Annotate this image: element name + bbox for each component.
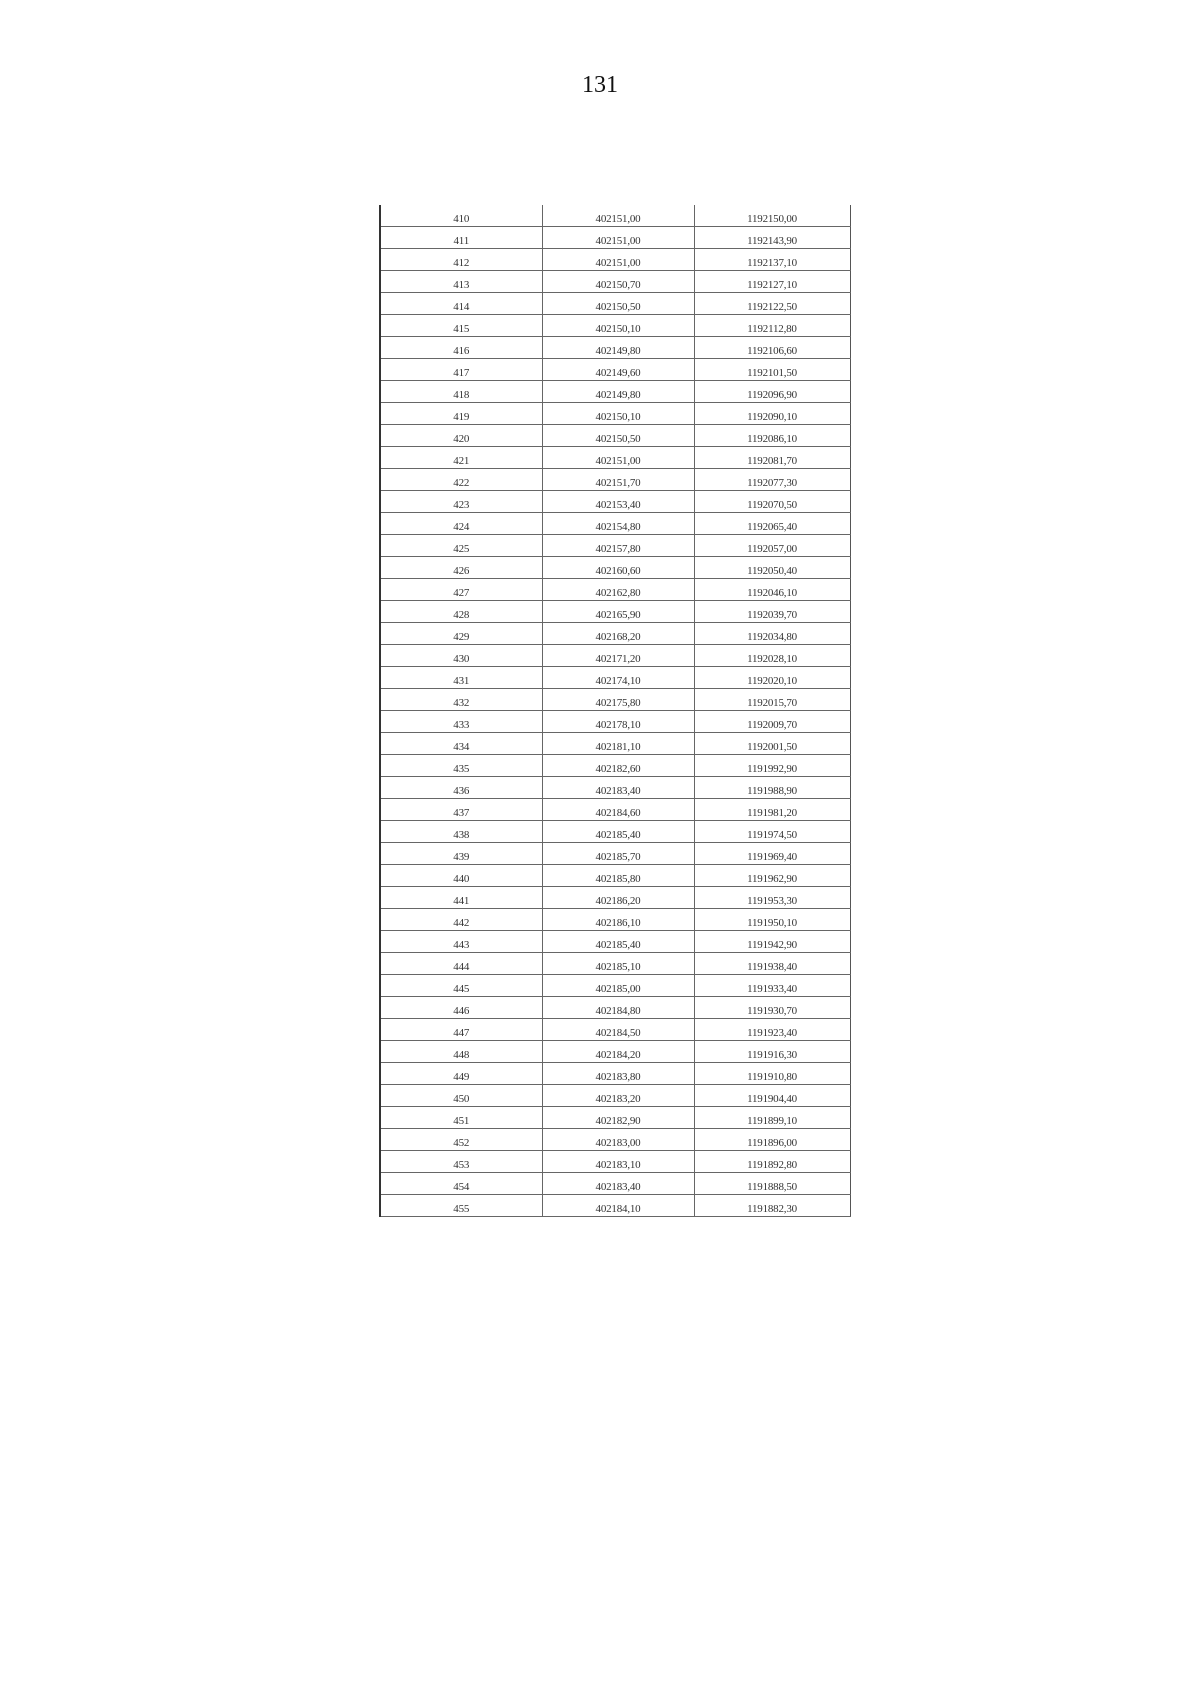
point-number-cell: 412 (380, 249, 542, 271)
table-row (380, 997, 850, 1019)
x-coordinate-cell: 402175,80 (542, 689, 694, 711)
table-row (380, 557, 850, 579)
point-number-cell: 450 (380, 1085, 542, 1107)
y-coordinate-cell: 1192065,40 (694, 513, 850, 535)
point-number-cell: 437 (380, 799, 542, 821)
point-number-cell: 445 (380, 975, 542, 997)
point-number-cell: 436 (380, 777, 542, 799)
point-number-cell: 449 (380, 1063, 542, 1085)
point-number-cell: 455 (380, 1195, 542, 1217)
point-number-cell: 430 (380, 645, 542, 667)
y-coordinate-cell: 1191896,00 (694, 1129, 850, 1151)
x-coordinate-cell: 402183,10 (542, 1151, 694, 1173)
table-row (380, 205, 850, 227)
table-row (380, 1195, 850, 1217)
point-number-cell: 417 (380, 359, 542, 381)
x-coordinate-cell: 402149,60 (542, 359, 694, 381)
point-number-cell: 453 (380, 1151, 542, 1173)
x-coordinate-cell: 402165,90 (542, 601, 694, 623)
x-coordinate-cell: 402184,10 (542, 1195, 694, 1217)
table-row (380, 1041, 850, 1063)
table-row (380, 403, 850, 425)
point-number-cell: 454 (380, 1173, 542, 1195)
y-coordinate-cell: 1192015,70 (694, 689, 850, 711)
point-number-cell: 414 (380, 293, 542, 315)
table-row (380, 513, 850, 535)
table-row (380, 887, 850, 909)
x-coordinate-cell: 402183,00 (542, 1129, 694, 1151)
table-row (380, 689, 850, 711)
table-row (380, 469, 850, 491)
y-coordinate-cell: 1192096,90 (694, 381, 850, 403)
table-row (380, 667, 850, 689)
table-row (380, 381, 850, 403)
x-coordinate-cell: 402182,90 (542, 1107, 694, 1129)
point-number-cell: 413 (380, 271, 542, 293)
y-coordinate-cell: 1191899,10 (694, 1107, 850, 1129)
x-coordinate-cell: 402151,00 (542, 205, 694, 227)
x-coordinate-cell: 402149,80 (542, 337, 694, 359)
table-row (380, 601, 850, 623)
table-row (380, 337, 850, 359)
point-number-cell: 448 (380, 1041, 542, 1063)
x-coordinate-cell: 402185,10 (542, 953, 694, 975)
point-number-cell: 420 (380, 425, 542, 447)
y-coordinate-cell: 1191938,40 (694, 953, 850, 975)
x-coordinate-cell: 402185,80 (542, 865, 694, 887)
table-row (380, 821, 850, 843)
table-row (380, 1019, 850, 1041)
point-number-cell: 410 (380, 205, 542, 227)
x-coordinate-cell: 402150,50 (542, 425, 694, 447)
x-coordinate-cell: 402183,40 (542, 1173, 694, 1195)
y-coordinate-cell: 1191974,50 (694, 821, 850, 843)
point-number-cell: 440 (380, 865, 542, 887)
x-coordinate-cell: 402181,10 (542, 733, 694, 755)
table-row (380, 931, 850, 953)
y-coordinate-cell: 1192046,10 (694, 579, 850, 601)
x-coordinate-cell: 402150,10 (542, 315, 694, 337)
page-number: 131 (582, 72, 618, 98)
point-number-cell: 429 (380, 623, 542, 645)
point-number-cell: 431 (380, 667, 542, 689)
point-number-cell: 432 (380, 689, 542, 711)
point-number-cell: 443 (380, 931, 542, 953)
x-coordinate-cell: 402150,50 (542, 293, 694, 315)
point-number-cell: 428 (380, 601, 542, 623)
point-number-cell: 441 (380, 887, 542, 909)
point-number-cell: 442 (380, 909, 542, 931)
y-coordinate-cell: 1191933,40 (694, 975, 850, 997)
x-coordinate-cell: 402184,60 (542, 799, 694, 821)
y-coordinate-cell: 1191910,80 (694, 1063, 850, 1085)
x-coordinate-cell: 402171,20 (542, 645, 694, 667)
point-number-cell: 411 (380, 227, 542, 249)
x-coordinate-cell: 402183,40 (542, 777, 694, 799)
y-coordinate-cell: 1191888,50 (694, 1173, 850, 1195)
y-coordinate-cell: 1192101,50 (694, 359, 850, 381)
point-number-cell: 426 (380, 557, 542, 579)
x-coordinate-cell: 402185,40 (542, 821, 694, 843)
point-number-cell: 421 (380, 447, 542, 469)
table-row (380, 843, 850, 865)
x-coordinate-cell: 402186,20 (542, 887, 694, 909)
table-row (380, 799, 850, 821)
y-coordinate-cell: 1191969,40 (694, 843, 850, 865)
y-coordinate-cell: 1192070,50 (694, 491, 850, 513)
table-row (380, 733, 850, 755)
point-number-cell: 435 (380, 755, 542, 777)
table-row (380, 777, 850, 799)
table-row (380, 579, 850, 601)
coordinates-table (379, 205, 851, 1217)
point-number-cell: 433 (380, 711, 542, 733)
point-number-cell: 425 (380, 535, 542, 557)
y-coordinate-cell: 1191904,40 (694, 1085, 850, 1107)
y-coordinate-cell: 1191942,90 (694, 931, 850, 953)
table-row (380, 1151, 850, 1173)
table-row (380, 975, 850, 997)
point-number-cell: 423 (380, 491, 542, 513)
y-coordinate-cell: 1192009,70 (694, 711, 850, 733)
y-coordinate-cell: 1192050,40 (694, 557, 850, 579)
x-coordinate-cell: 402186,10 (542, 909, 694, 931)
y-coordinate-cell: 1192057,00 (694, 535, 850, 557)
x-coordinate-cell: 402153,40 (542, 491, 694, 513)
point-number-cell: 424 (380, 513, 542, 535)
table-row (380, 645, 850, 667)
table-row (380, 953, 850, 975)
y-coordinate-cell: 1191962,90 (694, 865, 850, 887)
y-coordinate-cell: 1192122,50 (694, 293, 850, 315)
x-coordinate-cell: 402160,60 (542, 557, 694, 579)
y-coordinate-cell: 1191916,30 (694, 1041, 850, 1063)
point-number-cell: 416 (380, 337, 542, 359)
point-number-cell: 422 (380, 469, 542, 491)
table-row (380, 249, 850, 271)
table-row (380, 315, 850, 337)
y-coordinate-cell: 1191923,40 (694, 1019, 850, 1041)
table-row (380, 755, 850, 777)
table-row (380, 491, 850, 513)
x-coordinate-cell: 402151,00 (542, 249, 694, 271)
y-coordinate-cell: 1192143,90 (694, 227, 850, 249)
y-coordinate-cell: 1192106,60 (694, 337, 850, 359)
y-coordinate-cell: 1192077,30 (694, 469, 850, 491)
point-number-cell: 439 (380, 843, 542, 865)
y-coordinate-cell: 1192039,70 (694, 601, 850, 623)
y-coordinate-cell: 1191950,10 (694, 909, 850, 931)
table-row (380, 1129, 850, 1151)
point-number-cell: 452 (380, 1129, 542, 1151)
x-coordinate-cell: 402154,80 (542, 513, 694, 535)
y-coordinate-cell: 1191953,30 (694, 887, 850, 909)
table-row (380, 425, 850, 447)
table-row (380, 227, 850, 249)
x-coordinate-cell: 402185,40 (542, 931, 694, 953)
coordinates-table-body (380, 205, 850, 1217)
table-row (380, 447, 850, 469)
x-coordinate-cell: 402151,00 (542, 447, 694, 469)
table-row (380, 1173, 850, 1195)
table-row (380, 359, 850, 381)
x-coordinate-cell: 402168,20 (542, 623, 694, 645)
point-number-cell: 446 (380, 997, 542, 1019)
x-coordinate-cell: 402150,10 (542, 403, 694, 425)
table-row (380, 711, 850, 733)
x-coordinate-cell: 402178,10 (542, 711, 694, 733)
y-coordinate-cell: 1192001,50 (694, 733, 850, 755)
x-coordinate-cell: 402150,70 (542, 271, 694, 293)
point-number-cell: 447 (380, 1019, 542, 1041)
x-coordinate-cell: 402182,60 (542, 755, 694, 777)
y-coordinate-cell: 1191882,30 (694, 1195, 850, 1217)
point-number-cell: 444 (380, 953, 542, 975)
table-row (380, 623, 850, 645)
point-number-cell: 427 (380, 579, 542, 601)
x-coordinate-cell: 402174,10 (542, 667, 694, 689)
table-row (380, 1085, 850, 1107)
table-row (380, 535, 850, 557)
y-coordinate-cell: 1192090,10 (694, 403, 850, 425)
y-coordinate-cell: 1192137,10 (694, 249, 850, 271)
x-coordinate-cell: 402184,50 (542, 1019, 694, 1041)
x-coordinate-cell: 402162,80 (542, 579, 694, 601)
x-coordinate-cell: 402151,70 (542, 469, 694, 491)
point-number-cell: 419 (380, 403, 542, 425)
point-number-cell: 434 (380, 733, 542, 755)
y-coordinate-cell: 1192020,10 (694, 667, 850, 689)
y-coordinate-cell: 1191892,80 (694, 1151, 850, 1173)
table-row (380, 909, 850, 931)
y-coordinate-cell: 1192112,80 (694, 315, 850, 337)
x-coordinate-cell: 402185,00 (542, 975, 694, 997)
x-coordinate-cell: 402149,80 (542, 381, 694, 403)
y-coordinate-cell: 1192028,10 (694, 645, 850, 667)
table-row (380, 293, 850, 315)
y-coordinate-cell: 1192086,10 (694, 425, 850, 447)
x-coordinate-cell: 402184,80 (542, 997, 694, 1019)
x-coordinate-cell: 402184,20 (542, 1041, 694, 1063)
x-coordinate-cell: 402151,00 (542, 227, 694, 249)
y-coordinate-cell: 1192081,70 (694, 447, 850, 469)
table-row (380, 271, 850, 293)
point-number-cell: 418 (380, 381, 542, 403)
y-coordinate-cell: 1192150,00 (694, 205, 850, 227)
x-coordinate-cell: 402185,70 (542, 843, 694, 865)
point-number-cell: 438 (380, 821, 542, 843)
x-coordinate-cell: 402157,80 (542, 535, 694, 557)
y-coordinate-cell: 1191992,90 (694, 755, 850, 777)
table-row (380, 1107, 850, 1129)
y-coordinate-cell: 1191981,20 (694, 799, 850, 821)
x-coordinate-cell: 402183,20 (542, 1085, 694, 1107)
table-row (380, 865, 850, 887)
table-row (380, 1063, 850, 1085)
point-number-cell: 451 (380, 1107, 542, 1129)
y-coordinate-cell: 1191930,70 (694, 997, 850, 1019)
x-coordinate-cell: 402183,80 (542, 1063, 694, 1085)
y-coordinate-cell: 1191988,90 (694, 777, 850, 799)
point-number-cell: 415 (380, 315, 542, 337)
y-coordinate-cell: 1192034,80 (694, 623, 850, 645)
y-coordinate-cell: 1192127,10 (694, 271, 850, 293)
